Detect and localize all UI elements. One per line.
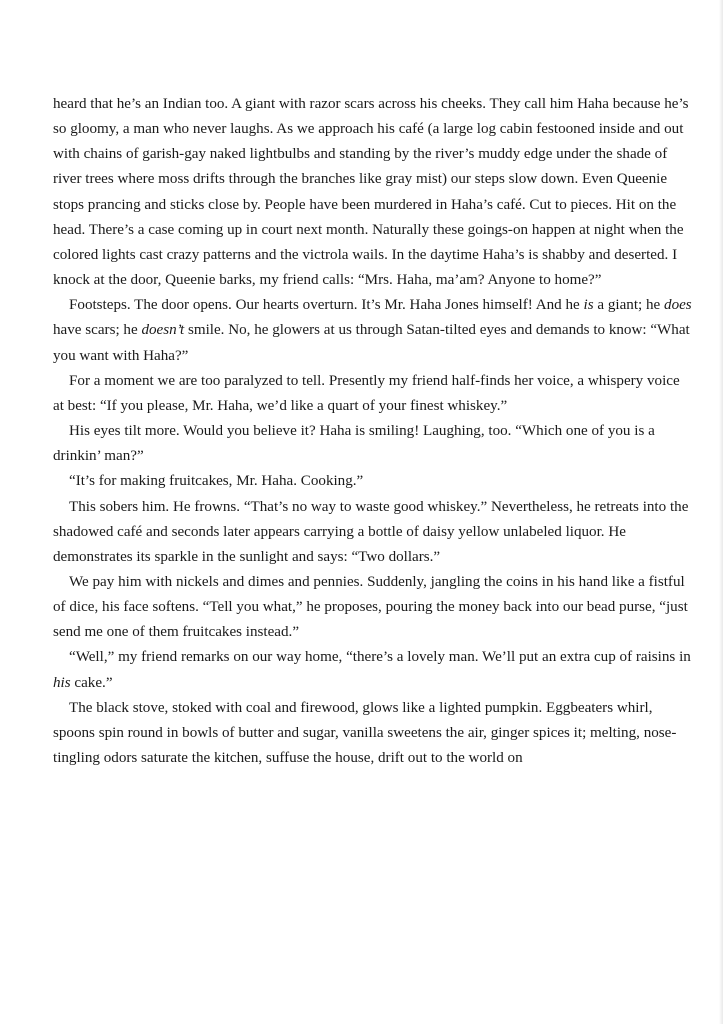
paragraph (53, 419, 693, 469)
paragraph-text: We pay him with nickels and dimes and pennies. Suddenly, jangling the coins in his hand like a fistful of dice, his face softens. “Tell you what,” he proposes, pouring the money back into our bead purse, “just send me one of them fruitcakes instead.” (53, 573, 688, 641)
paragraph (53, 570, 693, 645)
paragraph (53, 369, 693, 419)
document-body (53, 92, 693, 771)
paragraph-text: a giant; he (593, 297, 665, 314)
paragraph (53, 696, 693, 771)
page-edge-shadow (719, 0, 723, 1024)
paragraph-text: “It’s for making fruitcakes, Mr. Haha. Cooking.” (69, 473, 364, 490)
paragraph-text: smile. No, he glowers at us through Satan-tilted eyes and demands to know: “What you want with Haha?” (53, 322, 690, 364)
paragraph-text: “Well,” my friend remarks on our way home, “there’s a lovely man. We’ll put an extra cup of raisins in (69, 649, 691, 666)
paragraph-text: The black stove, stoked with coal and firewood, glows like a lighted pumpkin. Eggbeaters whirl, spoons spin round in bowls of butter and sugar, vanilla sweetens the air, ginger spices it; melting, nose-tingling odors saturate the kitchen, suffuse the house, drift out to the world on (53, 699, 677, 767)
emphasis-text: doesn’t (141, 322, 185, 339)
paragraph-text: His eyes tilt more. Would you believe it? Haha is smiling! Laughing, too. “Which one of you is a drinkin’ man?” (53, 423, 655, 465)
paragraph-text: cake.” (70, 674, 113, 691)
paragraph-text: This sobers him. He frowns. “That’s no way to waste good whiskey.” Nevertheless, he retreats into the shadowed café and seconds later appears carrying a bottle of daisy yellow unlabeled liquor. He demonstrates its sparkle in the sunlight and says: “Two dollars.” (53, 498, 689, 565)
emphasis-text: does (664, 297, 692, 314)
paragraph-text: For a moment we are too paralyzed to tell. Presently my friend half-finds her voice, a whispery voice at best: “If you please, Mr. Haha, we’d like a quart of your finest whiskey.” (53, 372, 680, 414)
paragraph-text: have scars; he (53, 322, 142, 339)
paragraph (53, 469, 693, 494)
paragraph-text: Footsteps. The door opens. Our hearts overturn. It’s Mr. Haha Jones himself! And he (69, 297, 584, 314)
paragraph (53, 495, 693, 570)
paragraph-text: heard that he’s an Indian too. A giant with razor scars across his cheeks. They call him Haha because he’s so gloomy, a man who never laughs. As we approach his café (a large log cabin festooned inside and out with chains of garish-gay naked lightbulbs and standing by the river’s muddy edge under the shade of river trees where moss drifts through the branches like gray mist) our steps slow down. Even Queenie stops prancing and sticks close by. People have been murdered in Haha’s café. Cut to pieces. Hit on the head. There’s a case coming up in court next month. Naturally these goings-on happen at night when the colored lights cast crazy patterns and the victrola wails. In the daytime Haha’s is shabby and deserted. I knock at the door, Queenie barks, my friend calls: “Mrs. Haha, ma’am? Anyone to home?” (53, 96, 689, 289)
paragraph (53, 645, 693, 695)
paragraph (53, 92, 693, 293)
emphasis-text: his (53, 674, 71, 691)
paragraph (53, 293, 693, 368)
emphasis-text: is (583, 297, 594, 314)
